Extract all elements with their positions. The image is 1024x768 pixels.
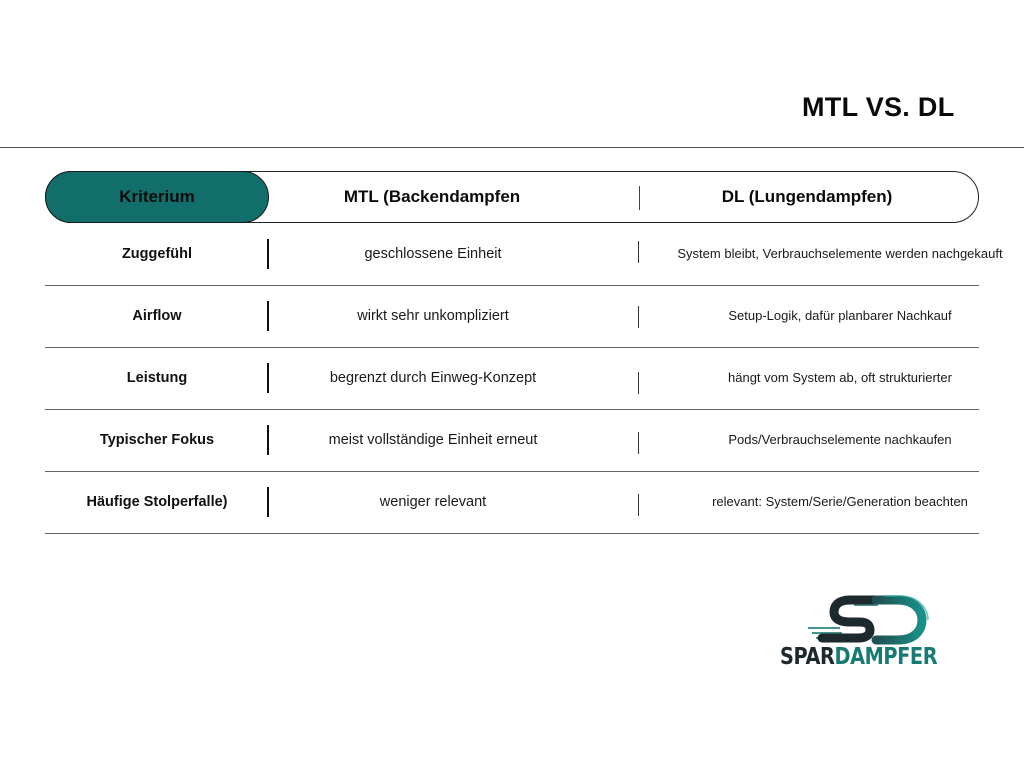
row-mtl-value: wirkt sehr unkompliziert [357, 308, 509, 324]
table-row [45, 286, 979, 348]
row-mtl-value: weniger relevant [379, 494, 487, 510]
sd-monogram-icon [780, 594, 966, 650]
header-criterion: Kriterium [45, 171, 269, 223]
page-title: MTL VS. DL [802, 92, 955, 122]
column-separator [638, 372, 639, 394]
row-criterion: Häufige Stolperfalle) [86, 494, 228, 510]
row-dl-value: hängt vom System ab, oft strukturierter [728, 370, 952, 385]
table-header [45, 171, 979, 223]
column-separator [638, 432, 639, 454]
column-separator [638, 494, 639, 516]
brand-logo [780, 594, 966, 674]
table-row [45, 224, 1003, 286]
row-dl-value: System bleibt, Verbrauchselemente werden nachgekauft [677, 246, 1003, 261]
row-criterion: Airflow [132, 308, 182, 324]
table-row [45, 472, 979, 534]
brand-word-dampfer: DAMPFER [834, 644, 938, 670]
header-mtl: MTL (Backendampfen [343, 187, 521, 206]
row-dl-value: Setup-Logik, dafür planbarer Nachkauf [728, 308, 952, 323]
column-separator [638, 241, 639, 263]
row-criterion: Typischer Fokus [99, 432, 215, 448]
brand-wordmark [780, 644, 937, 670]
row-dl-value: Pods/Verbrauchselemente nachkaufen [728, 432, 952, 447]
brand-word-spar: SPAR [780, 644, 835, 670]
row-dl-value: relevant: System/Serie/Generation beachten [712, 494, 968, 509]
row-criterion: Zuggefühl [121, 246, 193, 262]
table-row [45, 410, 979, 472]
row-criterion: Leistung [126, 370, 188, 386]
header-dl: DL (Lungendampfen) [721, 187, 893, 206]
row-mtl-value: begrenzt durch Einweg-Konzept [329, 370, 537, 386]
title-divider [0, 147, 1024, 148]
table-row [45, 348, 979, 410]
row-mtl-value: geschlossene Einheit [364, 246, 502, 262]
row-mtl-value: meist vollständige Einheit erneut [328, 432, 538, 448]
column-separator [638, 306, 639, 328]
header-divider [639, 186, 640, 210]
